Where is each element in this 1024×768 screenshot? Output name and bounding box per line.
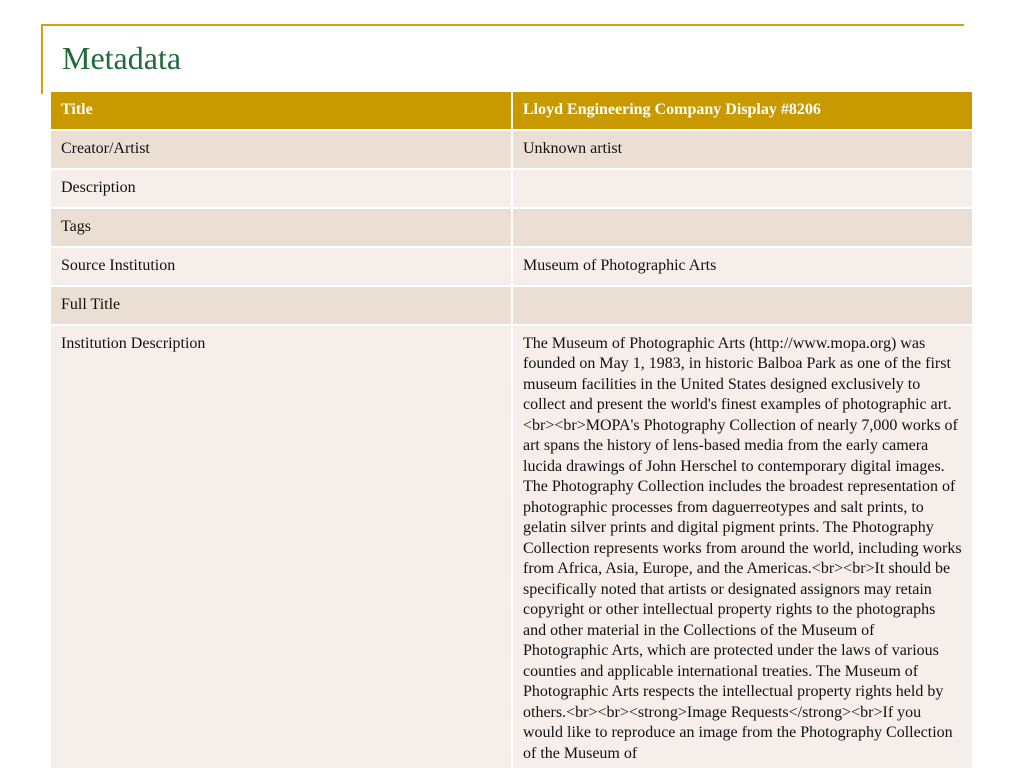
table-row (51, 325, 972, 768)
row-value-cell: Unknown artist (512, 130, 972, 169)
table-row (51, 130, 972, 169)
row-value-cell (512, 169, 972, 208)
row-value-cell: The Museum of Photographic Arts (http://www.mopa.org) was founded on May 1, 1983, in historic Balboa Park as one of the first museum facilities in the United States designed exclusively to collect and present the world's finest examples of photographic art.<br><br>MOPA's Photography Collection of nearly 7,000 works of art spans the history of lens-based media from the early camera lucida drawings of John Herschel to contemporary digital images. The Photography Collection includes the broadest representation of photographic processes from daguerreotypes and salt prints, to gelatin silver prints and digital pigment prints. The Photography Collection represents works from around the world, including works from Africa, Asia, Europe, and the Americas.<br><br>It should be specifically noted that artists or designated assignors may retain copyright or other intellectual property rights to the photographs and other material in the Collections of the Museum of Photographic Arts, which are protected under the laws of various counties and applicable international treaties. The Museum of Photographic Arts respects the intellectual property rights held by others.<br><br><strong>Image Requests</strong><br>If you would like to reproduce an image from the Photography Collection of the Museum of (512, 325, 972, 768)
title-top-rule (41, 24, 964, 26)
slide-title: Metadata (62, 40, 182, 76)
table-row (51, 208, 972, 247)
table-row (51, 247, 972, 286)
row-key-cell: Full Title (51, 286, 512, 325)
row-key-cell: Source Institution (51, 247, 512, 286)
row-value-cell (512, 208, 972, 247)
row-key-cell: Description (51, 169, 512, 208)
row-value-cell: Museum of Photographic Arts (512, 247, 972, 286)
title-left-rule (41, 24, 43, 94)
row-key-cell: Creator/Artist (51, 130, 512, 169)
table-row (51, 169, 972, 208)
table-row (51, 286, 972, 325)
metadata-table (51, 92, 972, 768)
row-value-cell (512, 286, 972, 325)
row-key-cell: Institution Description (51, 325, 512, 768)
header-key-cell: Title (51, 92, 512, 130)
header-value-cell: Lloyd Engineering Company Display #8206 (512, 92, 972, 130)
table-header-row (51, 92, 972, 130)
row-key-cell: Tags (51, 208, 512, 247)
